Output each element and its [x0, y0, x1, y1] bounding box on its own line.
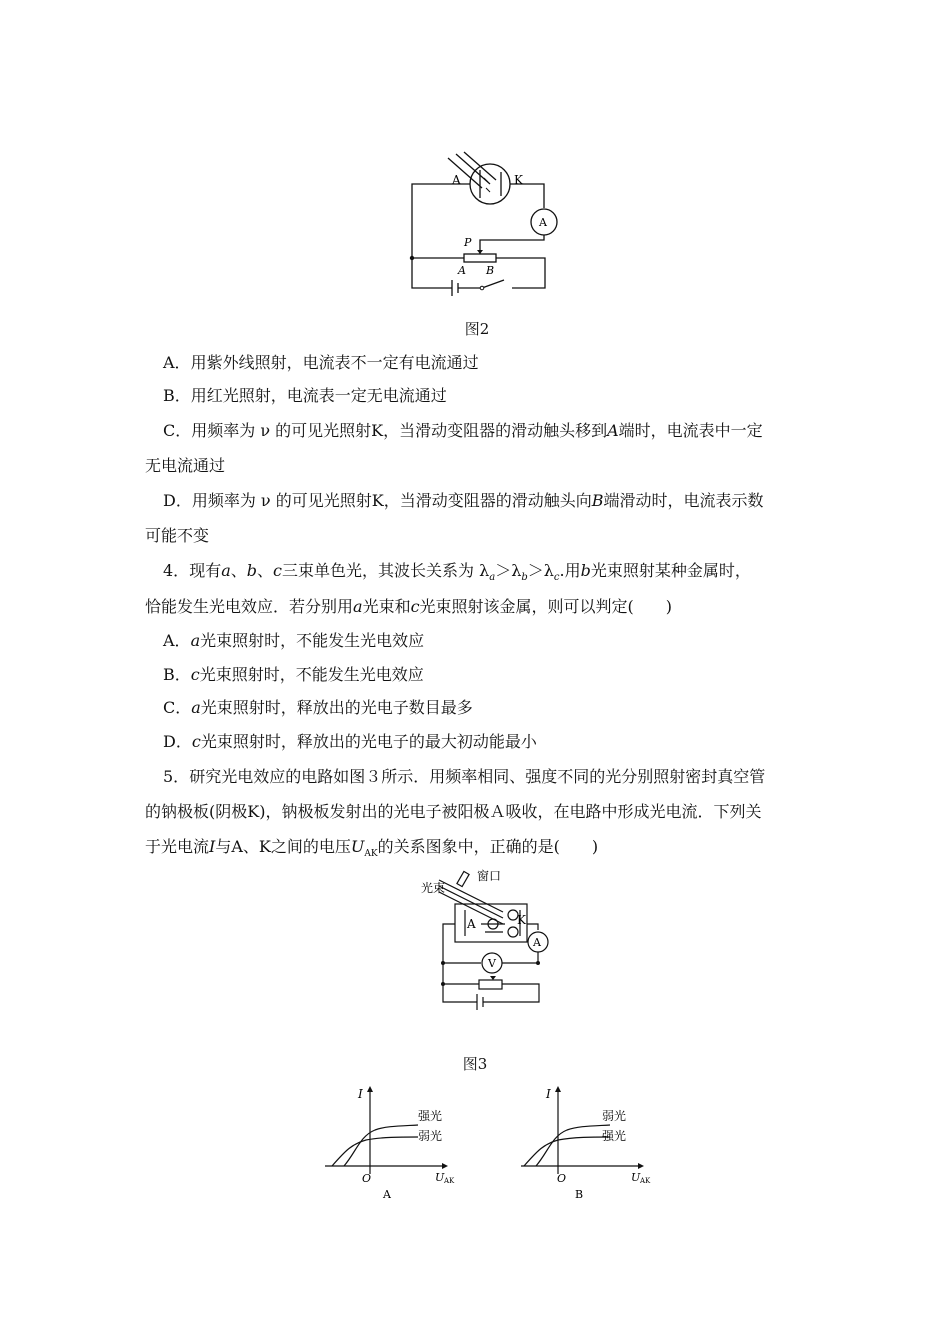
graph-option-a [320, 1084, 460, 1202]
figure-3-circuit [415, 866, 555, 1028]
graph-b-origin-label: O [557, 1172, 567, 1185]
q4-stem-line1: 4．现有a、b、c三束单色光，其波长关系为 $\lambda_a>\lambda_b>\lambda_c$.用b光束照射某种金属时， [163, 561, 751, 584]
q4-option-a: A．a光束照射时，不能发生光电效应 [163, 631, 425, 650]
graph-a-xaxis-label: U [435, 1171, 445, 1184]
fig2-ammeter-label: A [539, 216, 547, 229]
q4-stem-line2: 恰能发生光电效应．若分别用a光束和c光束照射该金属，则可以判定( ) [145, 597, 673, 616]
fig3-window-label: 窗口 [477, 869, 502, 883]
fig3-anode-label: A [467, 917, 476, 931]
q5-stem-line3: 于光电流I与A、K之间的电压$U_{AK}$的关系图象中，正确的是( ) [145, 837, 599, 860]
fig3-beam-label: 光束 [421, 881, 446, 895]
graph-a-yaxis-label: I [358, 1087, 363, 1101]
q3-option-b: B．用红光照射，电流表一定无电流通过 [163, 386, 447, 405]
fig3-cathode-label: K [517, 913, 526, 927]
graph-b-xaxis-label: U [631, 1171, 641, 1184]
fig2-label-anode: A [452, 173, 461, 187]
q5-stem-line2: 的钠极板(阴极K)，钠极板发射出的光电子被阳极Ａ吸收，在电路中形成光电流．下列关 [145, 802, 762, 821]
graph-b-lower-curve-label: 强光 [602, 1129, 627, 1143]
q4-option-d: D．c光束照射时，释放出的光电子的最大初动能最小 [163, 732, 537, 751]
fig2-label-p: P [464, 236, 472, 249]
graph-a-xaxis-sub: AK [444, 1177, 455, 1185]
q5-stem-line1: 5．研究光电效应的电路如图３所示．用频率相同、强度不同的光分别照射密封真空管 [163, 767, 766, 786]
figure-2-circuit [400, 150, 560, 300]
fig2-label-rheostat-a: A [458, 264, 466, 277]
fig3-ammeter-label: A [533, 936, 541, 949]
graph-a-origin-label: O [362, 1172, 372, 1185]
q3-option-c: C．用频率为 ν 的可见光照射K，当滑动变阻器的滑动触头移到A端时，电流表中一定 [163, 421, 763, 440]
q4-option-b: B．c光束照射时，不能发生光电效应 [163, 665, 424, 684]
graph-b-option-letter: B [575, 1188, 584, 1201]
graph-a-lower-curve-label: 弱光 [418, 1129, 443, 1143]
graph-b-yaxis-label: I [546, 1087, 551, 1101]
graph-b-xaxis-sub: AK [640, 1177, 651, 1185]
q3-option-d-cont: 可能不变 [145, 526, 210, 545]
q4-option-c: C．a光束照射时，释放出的光电子数目最多 [163, 698, 473, 717]
q3-option-c-cont: 无电流通过 [145, 456, 226, 475]
graph-a-option-letter: A [383, 1188, 391, 1201]
figure-2-caption: 图2 [464, 320, 490, 338]
fig3-voltmeter-label: V [488, 957, 496, 970]
graph-b-upper-curve-label: 弱光 [602, 1109, 627, 1123]
fig2-label-cathode: K [514, 173, 523, 187]
graph-option-b [516, 1084, 656, 1202]
graph-a-upper-curve-label: 强光 [418, 1109, 443, 1123]
figure-3-caption: 图3 [462, 1055, 488, 1073]
fig2-label-rheostat-b: B [486, 264, 495, 277]
q3-option-a: A．用紫外线照射，电流表不一定有电流通过 [163, 353, 479, 372]
q3-option-d: D．用频率为 ν 的可见光照射K，当滑动变阻器的滑动触头向B端滑动时，电流表示数 [163, 491, 764, 510]
